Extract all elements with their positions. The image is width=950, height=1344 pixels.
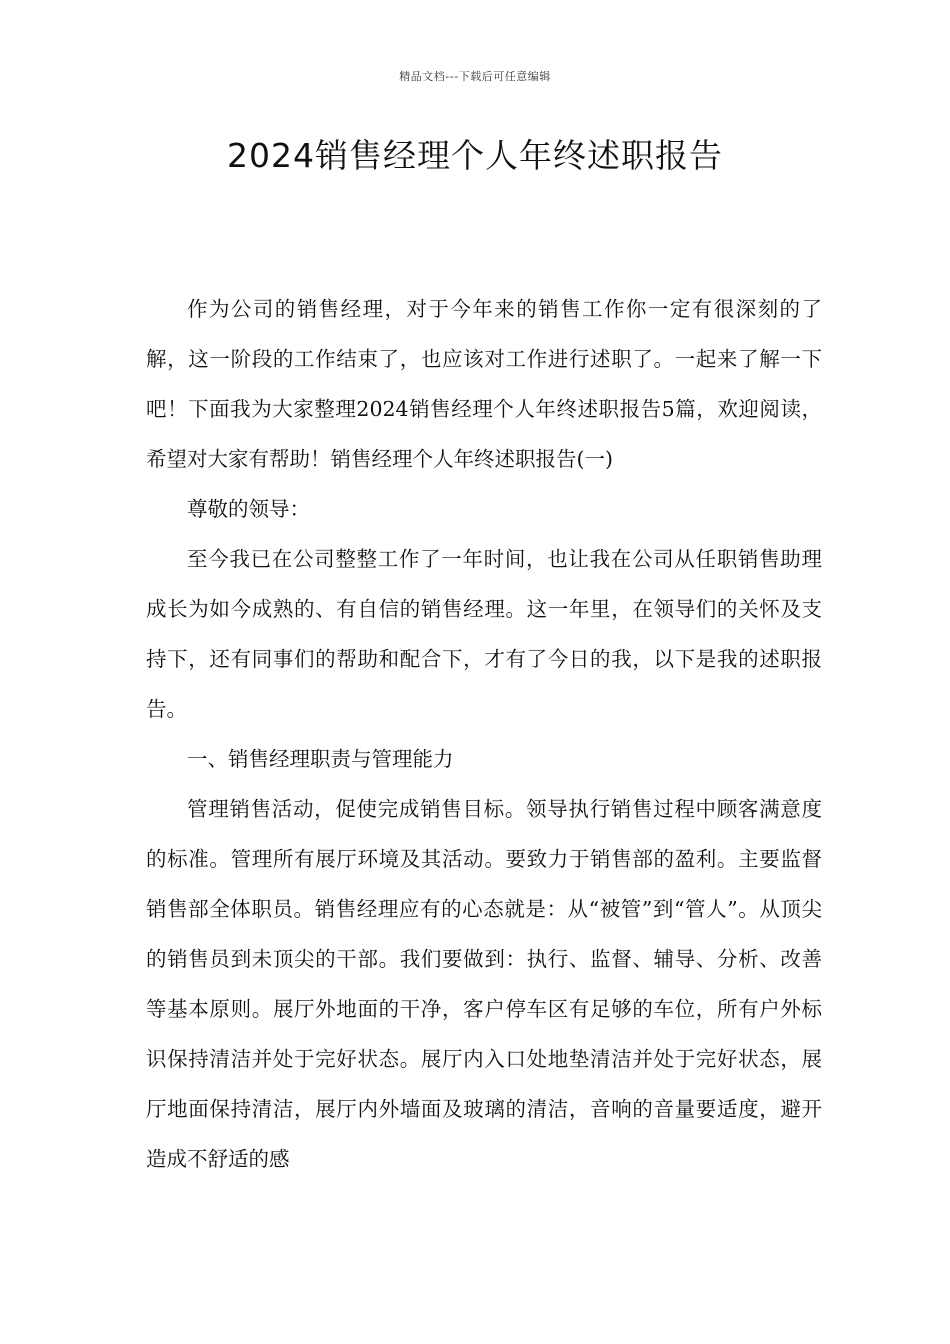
page-header-note: 精品文档---下载后可任意编辑: [399, 70, 551, 83]
paragraph-salutation: 尊敬的领导：: [187, 497, 310, 521]
paragraph-duties: 管理销售活动，促使完成销售目标。领导执行销售过程中顾客满意度的标准。管理所有展厅环境及其活动。要致力于销售部的盈利。主要监督销售部全体职员。销售经理应有的心态就是：从“被管”到“管人”。从顶尖的销售员到未顶尖的干部。我们要做到：执行、监督、辅导、分析、改善等基本原则。展厅外地面的干净，客户停车区有足够的车位，所有户外标识保持清洁并处于完好状态。展厅内入口处地垫清洁并处于完好状态，展厅地面保持清洁，展厅内外墙面及玻璃的清洁，音响的音量要适度，避开造成不舒适的感: [146, 797, 822, 1171]
section-heading: 一、销售经理职责与管理能力: [187, 747, 454, 771]
paragraph-opening: 至今我已在公司整整工作了一年时间，也让我在公司从任职销售助理成长为如今成熟的、有自信的销售经理。这一年里，在领导们的关怀及支持下，还有同事们的帮助和配合下，才有了今日的我，以下是我的述职报告。: [146, 547, 822, 721]
document-title: 2024销售经理个人年终述职报告: [227, 136, 723, 175]
paragraph-intro: 作为公司的销售经理，对于今年来的销售工作你一定有很深刻的了解，这一阶段的工作结束了，也应该对工作进行述职了。一起来了解一下吧！下面我为大家整理2024销售经理个人年终述职报告5篇，欢迎阅读，希望对大家有帮助！销售经理个人年终述职报告(一): [146, 297, 822, 471]
document-body: [146, 284, 822, 1184]
